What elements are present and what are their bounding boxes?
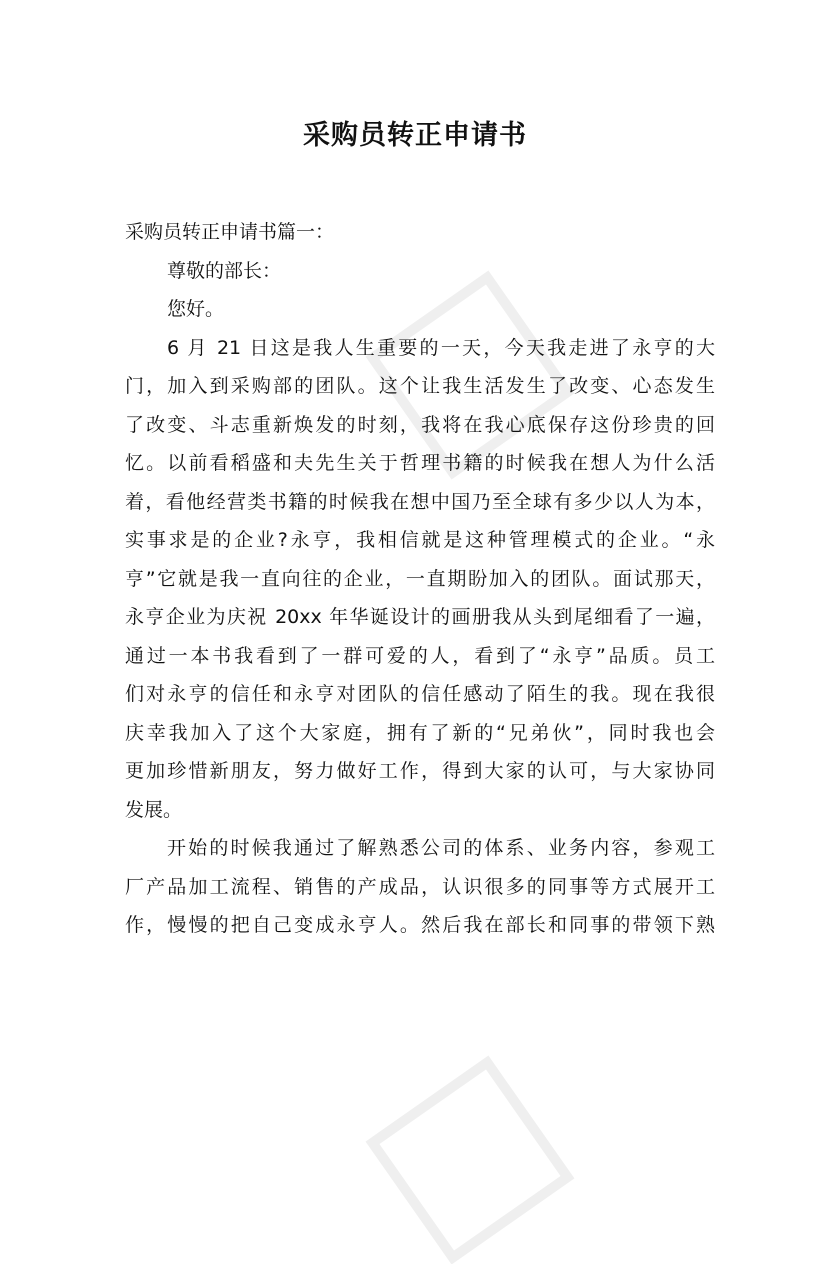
paragraph-line: 门，加入到采购部的团队。这个让我生活发生了改变、心态发生	[125, 375, 715, 397]
paragraph-line: 实事求是的企业?永亨，我相信就是这种管理模式的企业。“永	[125, 529, 715, 551]
paragraph-line: 着，看他经营类书籍的时候我在想中国乃至全球有多少以人为本，	[125, 490, 715, 513]
paragraph-line: 亨”它就是我一直向往的企业，一直期盼加入的团队。面试那天，	[125, 567, 715, 590]
watermark-mark	[366, 1056, 575, 1264]
greeting: 您好。	[167, 298, 225, 320]
paragraph-line: 更加珍惜新朋友，努力做好工作，得到大家的认可，与大家协同	[125, 760, 715, 782]
paragraph-line: 通过一本书我看到了一群可爱的人，看到了“永亨”品质。员工	[125, 644, 715, 667]
section-heading: 采购员转正申请书篇一：	[125, 221, 335, 243]
paragraph-line: 永亨企业为庆祝 20xx 年华诞设计的画册我从头到尾细看了一遍，	[125, 606, 715, 628]
document-title: 采购员转正申请书	[303, 120, 527, 151]
paragraph-line: 庆幸我加入了这个大家庭，拥有了新的“兄弟伙”，同时我也会	[125, 721, 715, 744]
paragraph-line: 作，慢慢的把自己变成永亨人。然后我在部长和同事的带领下熟	[125, 914, 715, 936]
salutation: 尊敬的部长：	[167, 259, 282, 282]
paragraph-line: 开始的时候我通过了解熟悉公司的体系、业务内容，参观工	[167, 837, 715, 859]
document-body	[125, 213, 715, 945]
paragraph-line: 了改变、斗志重新焕发的时刻，我将在我心底保存这份珍贵的回	[125, 413, 715, 436]
paragraph-line: 厂产品加工流程、销售的产成品，认识很多的同事等方式展开工	[125, 875, 715, 898]
paragraph-line: 发展。	[125, 798, 183, 821]
paragraph-line: 们对永亨的信任和永亨对团队的信任感动了陌生的我。现在我很	[125, 683, 715, 705]
paragraph-line: 6 月 21 日这是我人生重要的一天，今天我走进了永亨的大	[167, 336, 715, 359]
paragraph-line: 忆。以前看稻盛和夫先生关于哲理书籍的时候我在想人为什么活	[125, 452, 715, 474]
